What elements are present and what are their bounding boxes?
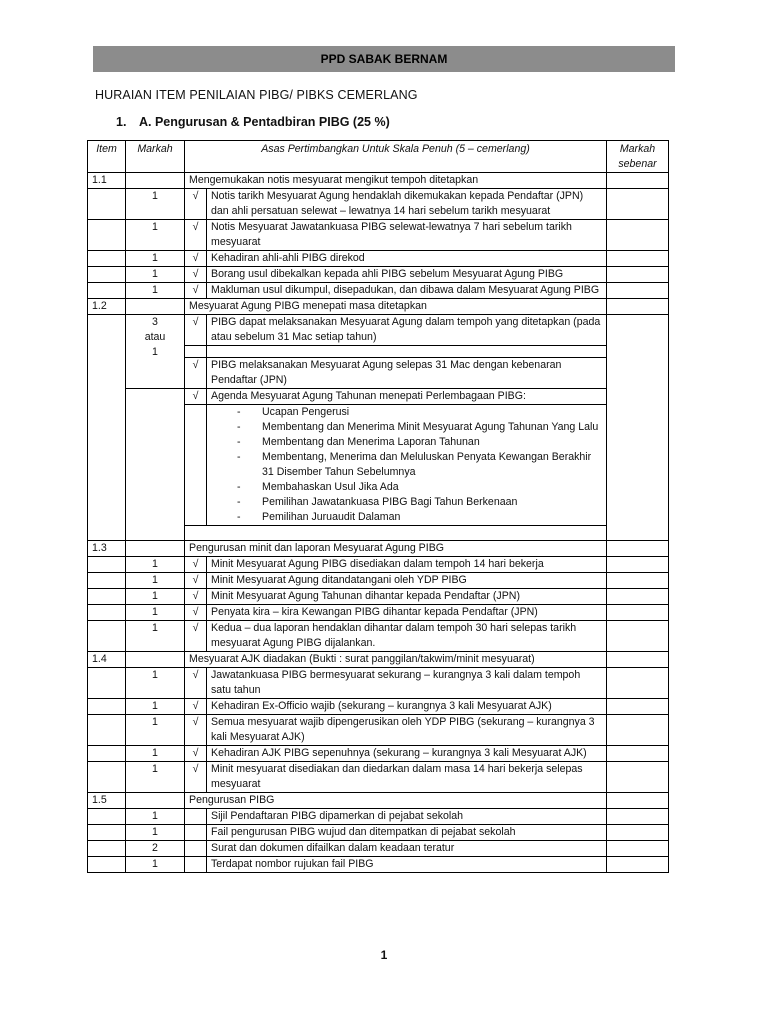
actual-mark-cell[interactable] [607,699,669,715]
mark-value: 1 [126,251,185,267]
actual-mark-cell[interactable] [607,857,669,873]
check-icon: √ [185,283,207,299]
assessment-table [87,140,669,873]
dash-icon: - [237,481,241,493]
criteria-text: Notis tarikh Mesyuarat Agung hendaklah dikemukakan kepada Pendaftar (JPN) dan ahli persatuan selewat – lewatnya 14 hari sebelum tarikh mesyuarat [207,189,607,220]
check-icon: √ [185,762,207,793]
check-icon: √ [185,220,207,251]
item-number: 1.3 [88,541,126,557]
table-row [88,857,669,873]
check-icon: √ [185,715,207,746]
criteria-text: Semua mesyuarat wajib dipengerusikan oleh YDP PIBG (sekurang – kurangnya 3 kali Mesyuarat AJK) [207,715,607,746]
mark-value: 1 [126,220,185,251]
table-row [88,605,669,621]
table-row [88,809,669,825]
agenda-item [207,405,607,421]
dash-icon: - [237,406,241,418]
dash-icon: - [237,496,241,508]
table-row [88,621,669,652]
actual-mark-cell[interactable] [607,220,669,251]
table-row [88,715,669,746]
mark-value: 1 [126,857,185,873]
mark-value: 1 [126,621,185,652]
check-icon: √ [185,267,207,283]
section-row [88,652,669,668]
section-row [88,299,669,315]
criteria-text: Jawatankuasa PIBG bermesyuarat sekurang – kurangnya 3 kali dalam tempoh satu tahun [207,668,607,699]
agenda-text: Membentang dan Menerima Minit Mesyuarat Agung Tahunan Yang Lalu [262,421,599,433]
table-row [88,557,669,573]
item-number: 1.5 [88,793,126,809]
actual-mark-cell[interactable] [607,173,669,189]
check-icon: √ [185,668,207,699]
check-icon: √ [185,621,207,652]
agenda-item [207,435,607,450]
check-icon: √ [185,251,207,267]
check-icon: √ [185,358,207,389]
criteria-text: Minit Mesyuarat Agung Tahunan dihantar kepada Pendaftar (JPN) [207,589,607,605]
mark-value: 1 [126,557,185,573]
criteria-text: PIBG melaksanakan Mesyuarat Agung selepas 31 Mac dengan kebenaran Pendaftar (JPN) [207,358,607,389]
section-row [88,793,669,809]
table-row [88,573,669,589]
grouped-mark [126,315,185,389]
check-icon: √ [185,557,207,573]
actual-mark-cell[interactable] [607,668,669,699]
dash-icon: - [237,451,241,463]
mark-value: 2 [126,841,185,857]
criteria-text: Makluman usul dikumpul, disepadukan, dan dibawa dalam Mesyuarat Agung PIBG [207,283,607,299]
section-row [88,541,669,557]
mark-value: 1 [126,573,185,589]
agenda-item [207,480,607,495]
mark-value: 1 [126,746,185,762]
mark-value: 1 [126,715,185,746]
mark-value: 1 [152,346,158,358]
actual-mark-cell[interactable] [607,621,669,652]
check-icon: √ [185,189,207,220]
agenda-text: Membentang dan Menerima Laporan Tahunan [262,436,480,448]
check-icon: √ [185,589,207,605]
mark-value: 1 [126,283,185,299]
section-title-cell: Pengurusan PIBG [185,793,607,809]
actual-mark-cell[interactable] [607,841,669,857]
agenda-text: Membentang, Menerima dan Meluluskan Penyata Kewangan Berakhir 31 Disember Tahun Sebelumnya [262,451,592,478]
actual-mark-cell[interactable] [607,557,669,573]
header-markah-sebenar: Markah sebenar [607,141,669,173]
actual-mark-cell[interactable] [607,315,669,541]
table-row [88,315,669,346]
table-row [88,220,669,251]
criteria-text: Fail pengurusan PIBG wujud dan ditempatkan di pejabat sekolah [207,825,607,841]
table-row [88,746,669,762]
check-icon: √ [185,315,207,346]
agenda-text: Pemilihan Jawatankuasa PIBG Bagi Tahun Berkenaan [262,496,518,508]
table-header-row [88,141,669,173]
actual-mark-cell[interactable] [607,825,669,841]
table-row [88,389,669,405]
section-title: A. Pengurusan & Pentadbiran PIBG (25 %) [139,115,390,129]
criteria-text: Minit mesyuarat disediakan dan diedarkan dalam masa 14 hari bekerja selepas mesyuarat [207,762,607,793]
table-row [88,668,669,699]
table-row [88,699,669,715]
mark-value: 1 [126,589,185,605]
criteria-text: PIBG dapat melaksanakan Mesyuarat Agung dalam tempoh yang ditetapkan (pada atau sebelum 31 Mac setiap tahun) [207,315,607,346]
table-row [88,825,669,841]
criteria-text: Notis Mesyuarat Jawatankuasa PIBG selewat-lewatnya 7 hari sebelum tarikh mesyuarat [207,220,607,251]
actual-mark-cell[interactable] [607,715,669,746]
mark-value: 1 [126,825,185,841]
agenda-item [207,510,607,526]
mark-value: 1 [126,699,185,715]
check-icon: √ [185,699,207,715]
check-icon: √ [185,605,207,621]
page-number: 1 [380,948,388,962]
agenda-text: Membahaskan Usul Jika Ada [262,481,399,493]
actual-mark-cell[interactable] [607,189,669,220]
section-heading [116,115,390,130]
criteria-text: Agenda Mesyuarat Agung Tahunan menepati Perlembagaan PIBG: [207,389,607,405]
item-number: 1.2 [88,299,126,315]
agenda-text: Pemilihan Juruaudit Dalaman [262,511,401,523]
criteria-text: Sijil Pendaftaran PIBG dipamerkan di pejabat sekolah [207,809,607,825]
header-item: Item [88,141,126,173]
dash-icon: - [237,421,241,433]
table-row [88,267,669,283]
actual-mark-cell[interactable] [607,267,669,283]
mark-value: 1 [126,668,185,699]
criteria-text: Kehadiran Ex-Officio wajib (sekurang – kurangnya 3 kali Mesyuarat AJK) [207,699,607,715]
section-title-cell: Mesyuarat Agung PIBG menepati masa ditetapkan [185,299,607,315]
actual-mark-cell[interactable] [607,589,669,605]
section-title-cell: Mesyuarat AJK diadakan (Bukti : surat panggilan/takwim/minit mesyuarat) [185,652,607,668]
criteria-text: Penyata kira – kira Kewangan PIBG dihantar kepada Pendaftar (JPN) [207,605,607,621]
header-asas: Asas Pertimbangkan Untuk Skala Penuh (5 – cemerlang) [185,141,607,173]
dash-icon: - [237,436,241,448]
actual-mark-cell[interactable] [607,251,669,267]
mark-or-label: atau [144,331,166,343]
table-row [88,189,669,220]
dash-icon: - [237,511,241,523]
agenda-text: Ucapan Pengerusi [262,406,350,418]
mark-value: 1 [126,189,185,220]
criteria-text: Surat dan dokumen difailkan dalam keadaan teratur [207,841,607,857]
table-row [88,251,669,267]
criteria-text: Kedua – dua laporan hendaklan dihantar dalam tempoh 30 hari selepas tarikh mesyuarat Agung PIBG dijalankan. [207,621,607,652]
section-title-cell: Pengurusan minit dan laporan Mesyuarat Agung PIBG [185,541,607,557]
document-banner: PPD SABAK BERNAM [93,46,675,72]
criteria-text: Minit Mesyuarat Agung ditandatangani oleh YDP PIBG [207,573,607,589]
actual-mark-cell[interactable] [607,746,669,762]
agenda-item [207,450,607,480]
section-title-cell: Mengemukakan notis mesyuarat mengikut tempoh ditetapkan [185,173,607,189]
actual-mark-cell[interactable] [607,573,669,589]
actual-mark-cell[interactable] [607,652,669,668]
header-markah: Markah [126,141,185,173]
section-number: 1. [116,115,127,129]
check-icon: √ [185,573,207,589]
criteria-text: Kehadiran ahli-ahli PIBG direkod [207,251,607,267]
criteria-text: Minit Mesyuarat Agung PIBG disediakan dalam tempoh 14 hari bekerja [207,557,607,573]
mark-value: 3 [152,316,158,328]
table-row [88,841,669,857]
actual-mark-cell[interactable] [607,283,669,299]
document-title: HURAIAN ITEM PENILAIAN PIBG/ PIBKS CEMERLANG [95,88,418,102]
mark-value: 1 [126,267,185,283]
check-icon: √ [185,389,207,405]
actual-mark-cell[interactable] [607,793,669,809]
table-row [88,589,669,605]
actual-mark-cell[interactable] [607,762,669,793]
table-row [88,283,669,299]
criteria-text: Kehadiran AJK PIBG sepenuhnya (sekurang – kurangnya 3 kali Mesyuarat AJK) [207,746,607,762]
agenda-item [207,495,607,510]
criteria-text: Terdapat nombor rujukan fail PIBG [207,857,607,873]
actual-mark-cell[interactable] [607,299,669,315]
actual-mark-cell[interactable] [607,605,669,621]
item-number: 1.1 [88,173,126,189]
table-row [88,762,669,793]
actual-mark-cell[interactable] [607,809,669,825]
agenda-item [207,420,607,435]
mark-value: 1 [126,762,185,793]
criteria-text: Borang usul dibekalkan kepada ahli PIBG sebelum Mesyuarat Agung PIBG [207,267,607,283]
check-icon: √ [185,746,207,762]
section-row [88,173,669,189]
item-number: 1.4 [88,652,126,668]
mark-value: 1 [126,605,185,621]
actual-mark-cell[interactable] [607,541,669,557]
mark-value: 1 [126,809,185,825]
